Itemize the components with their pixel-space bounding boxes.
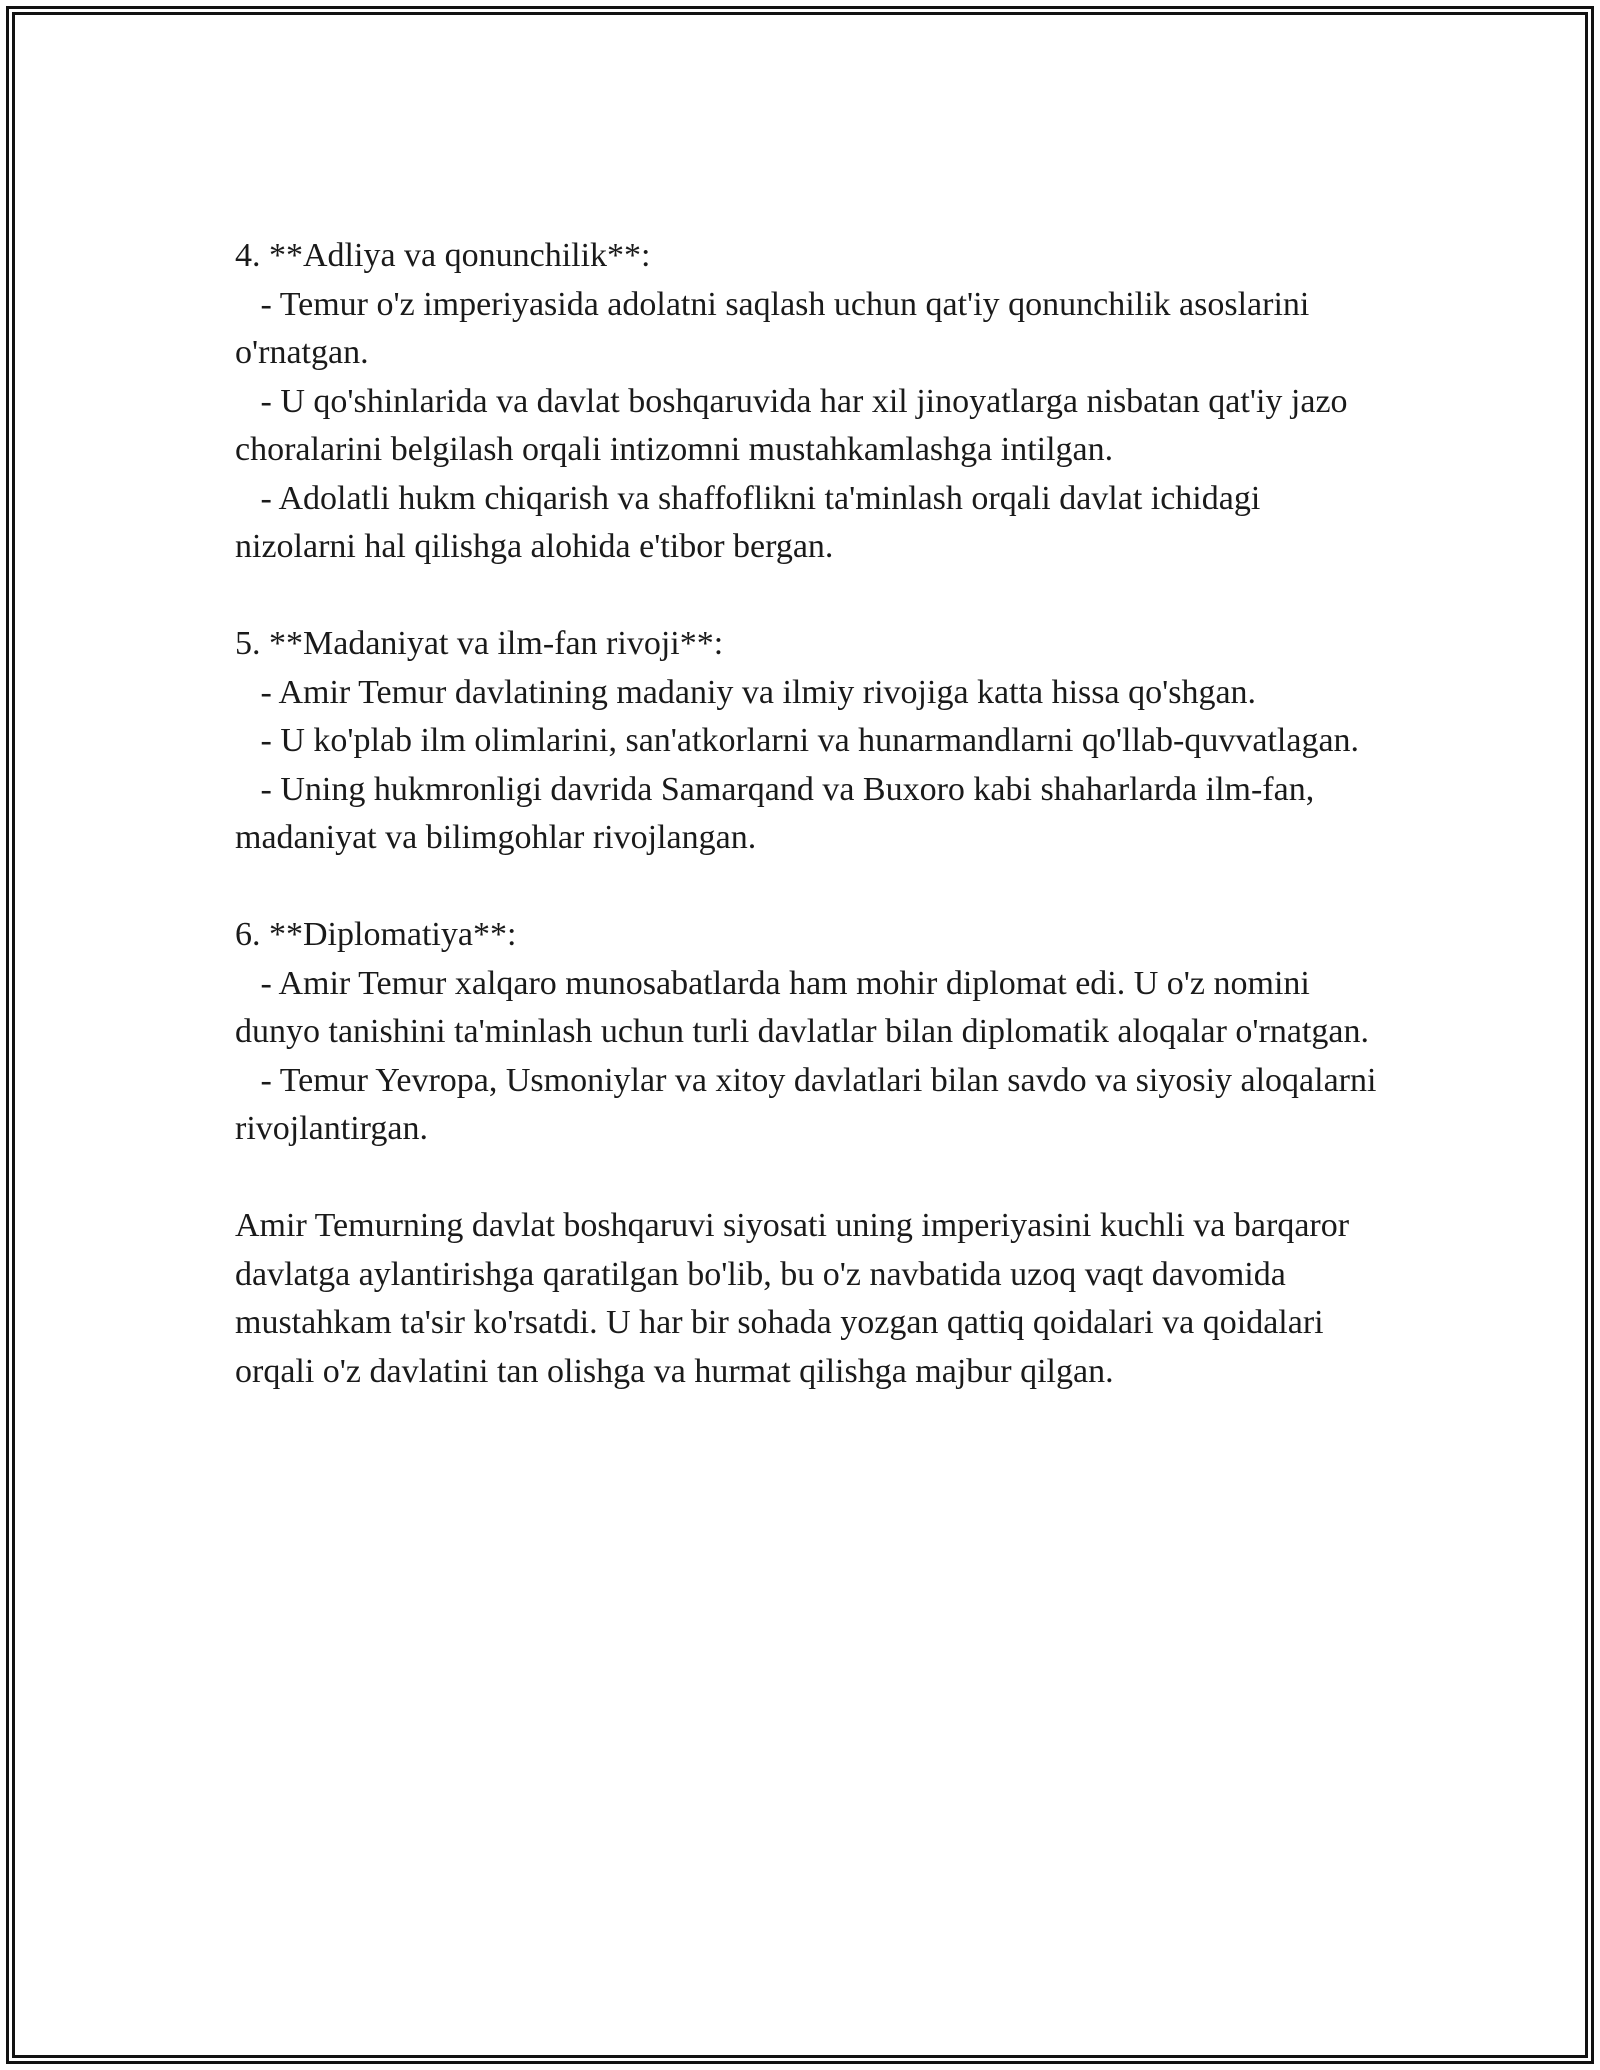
list-item-text: U ko'plab ilm olimlarini, san'atkorlarni va hunarmandlarni qo'llab-quvvatlagan. [280, 722, 1360, 759]
list-item-text: Amir Temur xalqaro munosabatlarda ham mohir diplomat edi. U o'z nomini dunyo tanishini ta'minlash uchun turli davlatlar bilan diplomatik aloqalar o'rnatgan. [235, 964, 1369, 1050]
list-item: - U ko'plab ilm olimlarini, san'atkorlarni va hunarmandlarni qo'llab-quvvatlagan. [235, 722, 1360, 759]
list-item-text: U qo'shinlarida va davlat boshqaruvida har xil jinoyatlarga nisbatan qat'iy jazo choralarini belgilash orqali intizomni mustahkamlashga intilgan. [235, 382, 1357, 468]
list-item: - Amir Temur davlatining madaniy va ilmiy rivojiga katta hissa qo'shgan. [235, 673, 1257, 711]
list-item: - Uning hukmronligi davrida Samarqand va Buxoro kabi shaharlarda ilm-fan, madaniyat va bilimgohlar rivojlangan. [235, 770, 1323, 856]
section-adliya [235, 232, 1385, 572]
section-heading: 4. **Adliya va qonunchilik**: [235, 237, 651, 274]
document-body [235, 232, 1385, 1396]
closing-paragraph: Amir Temurning davlat boshqaruvi siyosati uning imperiyasini kuchli va barqaror davlatga aylantirishga qaratilgan bo'lib, bu o'z navbatida uzoq vaqt davomida mustahkam ta'sir ko'rsatdi. U har bir sohada yozgan qattiq qoidalari va qoidalari orqali o'z davlatini tan olishga va hurmat qilishga majbur qilgan. [235, 1207, 1358, 1390]
list-item-text: Temur o'z imperiyasida adolatni saqlash uchun qat'iy qonunchilik asoslarini o'rnatgan. [235, 285, 1318, 371]
list-item: - Adolatli hukm chiqarish va shaffoflikni ta'minlash orqali davlat ichidagi nizolarni hal qilishga alohida e'tibor bergan. [235, 479, 1269, 565]
section-madaniyat [235, 620, 1385, 863]
list-item: - Amir Temur xalqaro munosabatlarda ham mohir diplomat edi. U o'z nomini dunyo tanishini ta'minlash uchun turli davlatlar bilan diplomatik aloqalar o'rnatgan. [235, 964, 1369, 1050]
list-item: - Temur o'z imperiyasida adolatni saqlash uchun qat'iy qonunchilik asoslarini o'rnatgan. [235, 285, 1318, 371]
list-item: - Temur Yevropa, Usmoniylar va xitoy davlatlari bilan savdo va siyosiy aloqalarni rivojlantirgan. [235, 1061, 1385, 1147]
list-item-text: Temur Yevropa, Usmoniylar va xitoy davlatlari bilan savdo va siyosiy aloqalarni rivojlantirgan. [235, 1061, 1385, 1147]
section-heading: 5. **Madaniyat va ilm-fan rivoji**: [235, 625, 724, 662]
section-heading: 6. **Diplomatiya**: [235, 916, 517, 953]
list-item: - U qo'shinlarida va davlat boshqaruvida har xil jinoyatlarga nisbatan qat'iy jazo choralarini belgilash orqali intizomni mustahkamlashga intilgan. [235, 382, 1357, 468]
list-item-text: Adolatli hukm chiqarish va shaffoflikni ta'minlash orqali davlat ichidagi nizolarni hal qilishga alohida e'tibor bergan. [235, 479, 1269, 565]
list-item-text: Amir Temur davlatining madaniy va ilmiy rivojiga katta hissa qo'shgan. [278, 673, 1257, 711]
section-diplomatiya [235, 911, 1385, 1154]
list-item-text: Uning hukmronligi davrida Samarqand va Buxoro kabi shaharlarda ilm-fan, madaniyat va bilimgohlar rivojlangan. [235, 770, 1323, 856]
